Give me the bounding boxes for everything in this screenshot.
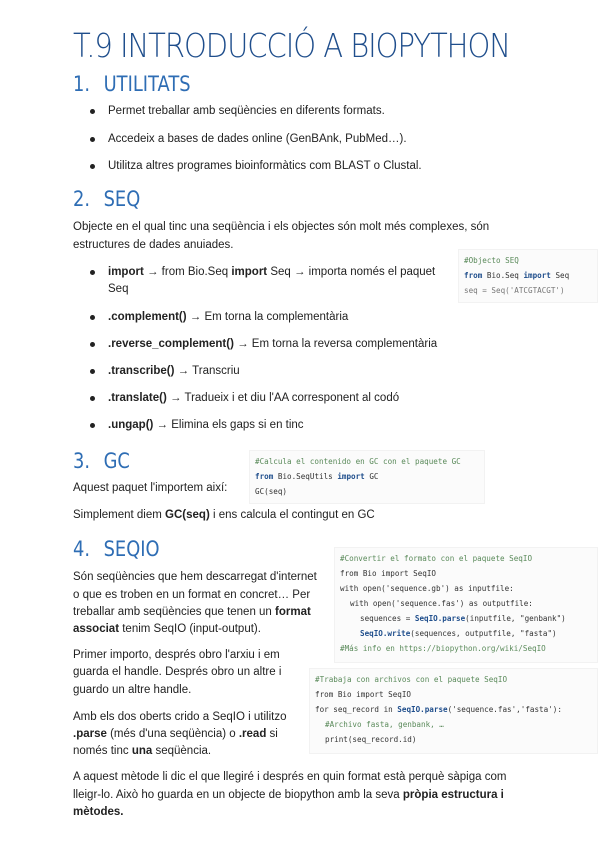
section-title: GC [103, 449, 130, 473]
paragraph-line: lleigr-lo. Això ho guarda en un objecte de biopython amb la seva pròpia estructura i [73, 789, 504, 801]
code-comment: #Calcula el contenido en GC con el paquete GC [255, 457, 461, 466]
list-item-text: Utilitza altres programes bioinformàtics com BLAST o Clustal. [108, 160, 422, 172]
paragraph-line: Simplement diem GC(seq) i ens calcula el contingut en GC [73, 509, 375, 521]
section-title: SEQ [103, 187, 141, 211]
code-line: GC(seq) [255, 487, 288, 496]
list-item-text: Permet treballar amb seqüències en diferents formats. [108, 105, 385, 117]
bullet-icon [90, 137, 95, 142]
section-title: SEQIO [103, 537, 160, 561]
code-line: SeqIO.write(sequences, outputfile, "fasta") [360, 629, 557, 638]
paragraph-line: .parse (més d'una seqüència) o .read si [73, 728, 278, 740]
bullet-icon [90, 164, 95, 169]
paragraph-line: Objecte en el qual tinc una seqüència i els objectes són molt més complexes, són [73, 221, 490, 233]
code-line: with open('sequence.fas') as outputfile: [350, 599, 533, 608]
section-title: UTILITATS [103, 72, 191, 96]
paragraph-line: Aquest paquet l'importem així: [73, 482, 228, 494]
bullet-icon [90, 423, 95, 428]
page-title: T.9 INTRODUCCIÓ A BIOPYTHON [73, 26, 510, 65]
code-comment: #Convertir el formato con el paquete SeqIO [340, 554, 533, 563]
code-line: from Bio import SeqIO [340, 569, 437, 578]
section-number: 3. [73, 449, 91, 473]
bullet-icon [90, 315, 95, 320]
section-number: 2. [73, 187, 91, 211]
paragraph-line: només tinc una seqüència. [73, 745, 212, 757]
paragraph-line: treballar amb seqüències que tenen un format [73, 606, 311, 618]
bullet-icon [90, 342, 95, 347]
code-comment: #Trabaja con archivos con el paquete SeqIO [315, 675, 508, 684]
section-heading-seq [73, 187, 140, 211]
paragraph-line: A aquest mètode li dic el que llegiré i després en quin format està perquè sàpiga com [73, 771, 507, 783]
paragraph-line: mètodes. [73, 806, 124, 818]
paragraph-line: Són seqüències que hem descarregat d'internet [73, 571, 317, 583]
code-comment: #Archivo fasta, genbank, … [325, 720, 444, 729]
section-heading-seqio [73, 537, 160, 561]
paragraph-line: estructures de dades anuiades. [73, 239, 234, 251]
code-block-seq [458, 249, 598, 303]
code-block-seqio-parse [309, 668, 598, 754]
list-item-text: .complement() → Em torna la complementària [108, 311, 349, 323]
bullet-icon [90, 270, 95, 275]
code-line: seq = Seq('ATCGTACGT') [464, 286, 565, 295]
paragraph-line: o que es troben en un format en concret… Per [73, 589, 311, 601]
code-line: from Bio.Seq import Seq [464, 271, 570, 280]
code-line: print(seq_record.id) [325, 735, 417, 744]
section-number: 4. [73, 537, 91, 561]
paragraph-line: guardo un altre handle. [73, 684, 192, 696]
paragraph-line: Primer importo, després obro l'arxiu i em [73, 649, 280, 661]
paragraph-line: guarda el handle. Després obro un altre i [73, 666, 282, 678]
code-line: from Bio import SeqIO [315, 690, 412, 699]
paragraph-line: Amb els dos oberts crido a SeqIO i utilitzo [73, 711, 287, 723]
code-line: sequences = SeqIO.parse(inputfile, "genbank") [360, 614, 566, 623]
code-block-seqio-convert [334, 547, 598, 663]
code-line: for seq_record in SeqIO.parse('sequence.fas','fasta'): [315, 705, 562, 714]
list-item-text: Accedeix a bases de dades online (GenBAnk, PubMed…). [108, 133, 407, 145]
list-item-text: .ungap() → Elimina els gaps si en tinc [108, 419, 304, 431]
list-item-text: .transcribe() → Transcriu [108, 365, 240, 377]
code-comment: #Objecto SEQ [464, 256, 519, 265]
paragraph-line: associat tenim SeqIO (input-output). [73, 623, 261, 635]
section-heading-gc [73, 449, 130, 473]
section-heading-utilitats [73, 72, 191, 96]
code-line: with open('sequence.gb') as inputfile: [340, 584, 514, 593]
list-item-text: .reverse_complement() → Em torna la reversa complementària [108, 338, 438, 350]
bullet-icon [90, 109, 95, 114]
bullet-icon [90, 369, 95, 374]
code-block-gc [249, 450, 485, 504]
section-number: 1. [73, 72, 91, 96]
bullet-icon [90, 396, 95, 401]
code-comment: #Más info en https://biopython.org/wiki/SeqIO [340, 644, 546, 653]
list-item-text: .translate() → Tradueix i et diu l'AA corresponent al codó [108, 392, 400, 404]
code-line: from Bio.SeqUtils import GC [255, 472, 379, 481]
list-item-text: import → from Bio.Seq import Seq → importa només el paquet Seq [108, 266, 436, 295]
